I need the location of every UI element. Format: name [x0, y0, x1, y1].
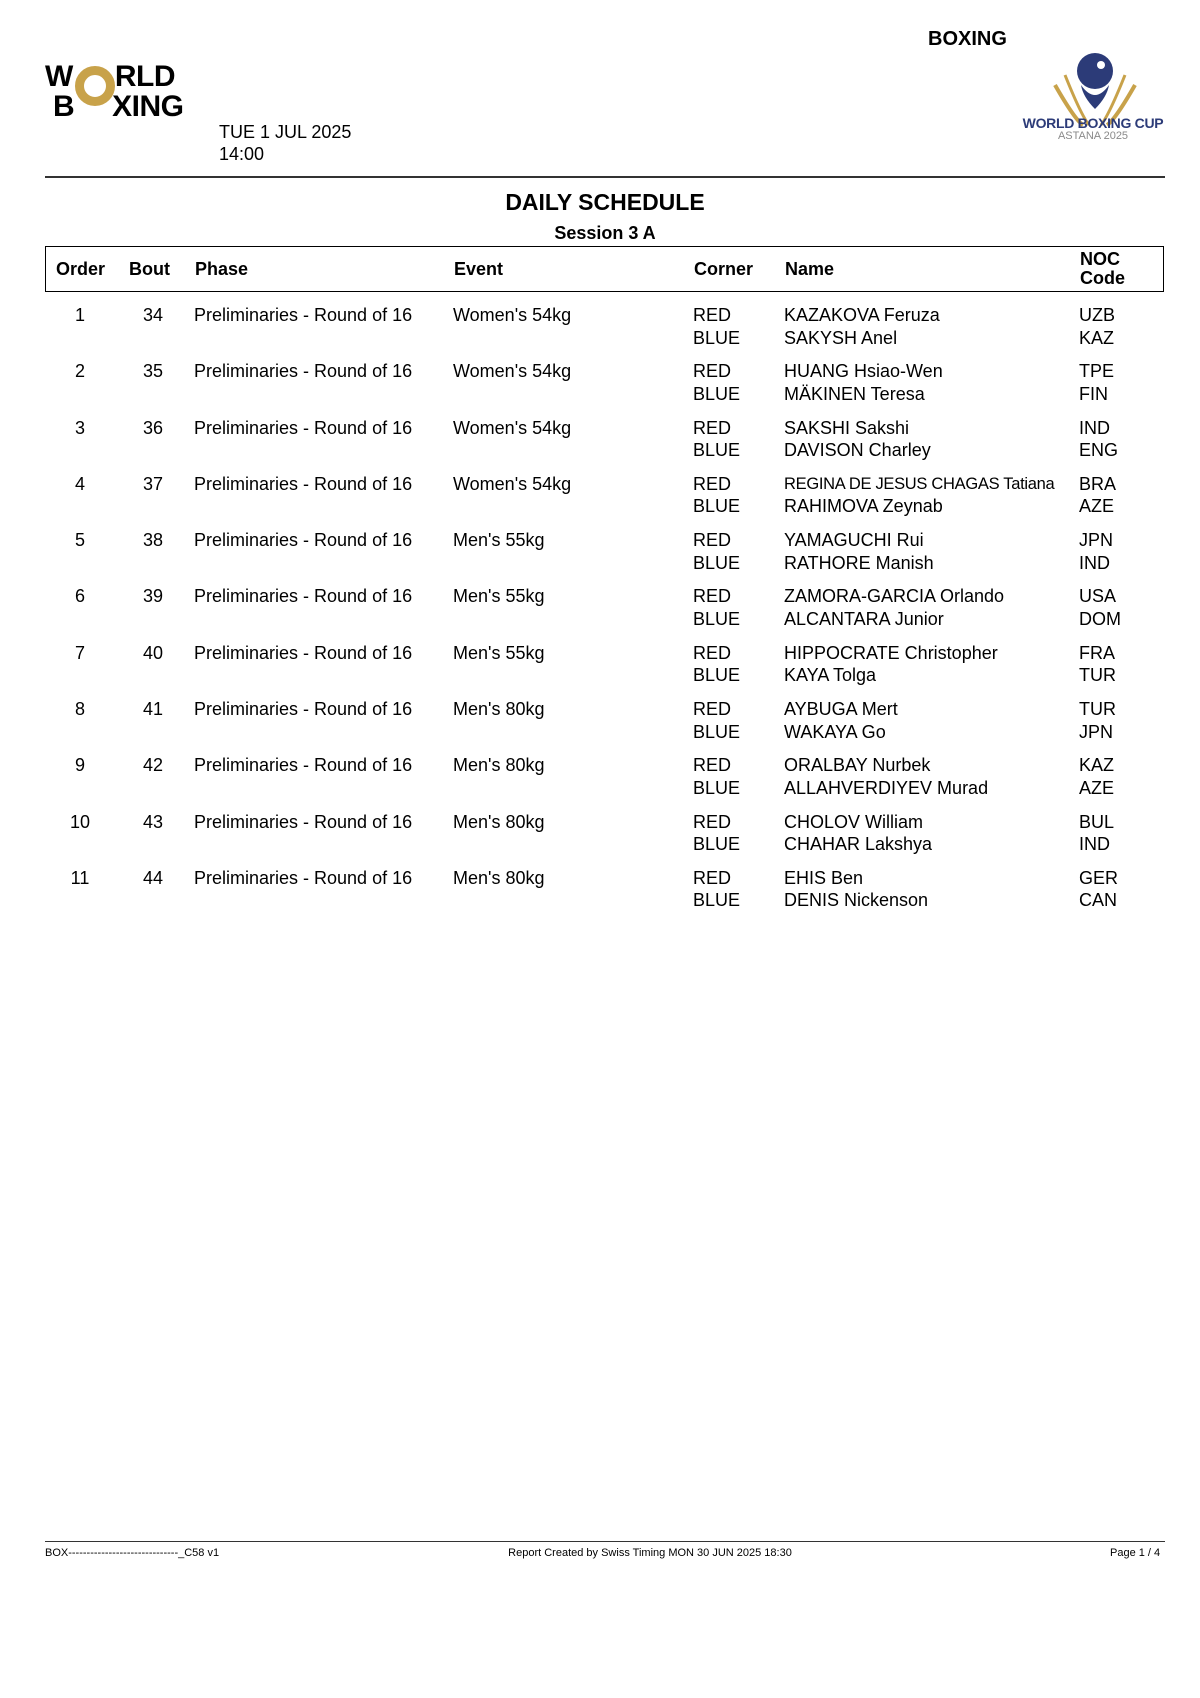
corner-cell: [693, 585, 740, 630]
corner-cell: [693, 754, 740, 799]
name-cell: [784, 529, 934, 574]
corner-red: RED: [693, 811, 732, 832]
noc-red: TPE: [1079, 361, 1115, 382]
name-cell: [784, 304, 940, 349]
order-cell: 11: [70, 867, 90, 888]
table-row: [45, 473, 1165, 529]
name-cell: [784, 811, 932, 856]
name-blue: ALCANTARA Junior: [784, 608, 944, 629]
table-row: [45, 417, 1165, 473]
noc-cell: [1079, 529, 1113, 574]
date-time-block: [219, 121, 351, 165]
table-row: [45, 867, 1165, 923]
col-header-code: Code: [1080, 268, 1125, 288]
name-blue: ALLAHVERDIYEV Murad: [784, 777, 989, 798]
noc-cell: [1079, 585, 1121, 630]
order-cell: 3: [74, 417, 85, 438]
name-cell: [784, 754, 988, 799]
order-cell: 10: [69, 811, 91, 832]
noc-blue: DOM: [1079, 608, 1121, 629]
noc-red: FRA: [1079, 642, 1115, 663]
name-red: ZAMORA-GARCIA Orlando: [784, 586, 1005, 607]
name-cell: [784, 360, 943, 405]
name-red: EHIS Ben: [784, 867, 864, 888]
bout-cell: 41: [142, 699, 164, 720]
corner-cell: [693, 417, 740, 462]
event-cell: Women's 54kg: [453, 361, 572, 382]
noc-red: IND: [1079, 417, 1110, 438]
noc-cell: [1079, 698, 1116, 743]
corner-red: RED: [693, 699, 732, 720]
name-blue: RATHORE Manish: [784, 552, 934, 573]
schedule-table-body: [45, 304, 1165, 923]
name-cell: [784, 417, 931, 462]
noc-cell: [1079, 473, 1116, 518]
col-header-noc: NOC: [1080, 249, 1120, 269]
bout-cell: 38: [142, 530, 164, 551]
name-red: KAZAKOVA Feruza: [784, 305, 940, 325]
noc-cell: [1079, 811, 1114, 856]
col-header-phase: Phase: [195, 259, 249, 279]
name-blue: DAVISON Charley: [784, 440, 931, 461]
order-cell: 7: [74, 642, 85, 663]
col-header-corner: Corner: [694, 259, 754, 279]
phase-cell: Preliminaries - Round of 16: [194, 642, 413, 663]
corner-red: RED: [693, 473, 732, 494]
schedule-date: TUE 1 JUL 2025: [219, 122, 352, 142]
event-cell: Men's 80kg: [453, 811, 545, 832]
name-cell: [784, 698, 898, 743]
corner-blue: BLUE: [693, 383, 741, 404]
noc-cell: [1079, 867, 1118, 912]
name-red: ORALBAY Nurbek: [784, 755, 931, 776]
cup-logo-title: WORLD BOXING CUP: [1022, 115, 1164, 131]
order-cell: 8: [74, 699, 85, 720]
noc-blue: KAZ: [1079, 327, 1115, 348]
name-red: HUANG Hsiao-Wen: [784, 361, 943, 382]
table-row: [45, 642, 1165, 698]
corner-blue: BLUE: [693, 665, 741, 686]
corner-red: RED: [693, 867, 732, 888]
phase-cell: Preliminaries - Round of 16: [194, 586, 413, 607]
noc-blue: CAN: [1079, 890, 1118, 911]
noc-red: JPN: [1079, 530, 1114, 551]
name-blue: RAHIMOVA Zeynab: [784, 496, 943, 517]
bout-cell: 43: [142, 811, 164, 832]
noc-blue: FIN: [1079, 383, 1108, 404]
corner-blue: BLUE: [693, 552, 741, 573]
noc-blue: IND: [1079, 834, 1110, 855]
noc-blue: TUR: [1079, 665, 1116, 686]
corner-blue: BLUE: [693, 890, 741, 911]
corner-blue: BLUE: [693, 327, 741, 348]
phase-cell: Preliminaries - Round of 16: [194, 867, 413, 888]
corner-cell: [693, 473, 740, 518]
corner-cell: [693, 698, 740, 743]
corner-red: RED: [693, 361, 732, 382]
noc-blue: JPN: [1079, 721, 1114, 742]
corner-blue: BLUE: [693, 608, 741, 629]
table-row: [45, 529, 1165, 585]
cup-logo-subtitle: ASTANA 2025: [1057, 130, 1129, 142]
event-cell: Men's 80kg: [453, 867, 545, 888]
col-header-event: Event: [454, 259, 504, 279]
order-cell: 5: [74, 530, 85, 551]
name-blue: SAKYSH Anel: [784, 327, 898, 348]
noc-cell: [1079, 417, 1118, 462]
event-cell: Women's 54kg: [453, 473, 572, 494]
logo-word-world: W RLD: [45, 60, 175, 93]
sport-label: BOXING: [928, 28, 1007, 50]
session-subtitle: Session 3 A: [554, 223, 656, 243]
event-cell: Men's 55kg: [453, 530, 545, 551]
noc-cell: [1079, 360, 1114, 405]
name-blue: DENIS Nickenson: [784, 890, 929, 911]
noc-blue: AZE: [1079, 496, 1115, 517]
noc-red: BUL: [1079, 811, 1115, 832]
order-cell: 2: [74, 361, 85, 382]
corner-cell: [693, 867, 740, 912]
noc-red: UZB: [1079, 305, 1115, 325]
bout-cell: 37: [142, 473, 164, 494]
phase-cell: Preliminaries - Round of 16: [194, 811, 413, 832]
order-cell: 9: [74, 755, 85, 776]
noc-red: USA: [1079, 586, 1117, 607]
world-boxing-logo: [45, 62, 225, 122]
phase-cell: Preliminaries - Round of 16: [194, 530, 413, 551]
noc-red: GER: [1079, 867, 1119, 888]
logo-word-boxing: B XING: [53, 90, 184, 123]
phase-cell: Preliminaries - Round of 16: [194, 473, 413, 494]
phase-cell: Preliminaries - Round of 16: [194, 305, 413, 325]
schedule-time: 14:00: [219, 144, 265, 164]
noc-red: TUR: [1079, 699, 1116, 720]
table-row: [45, 360, 1165, 416]
bout-cell: 34: [142, 305, 164, 325]
bout-cell: 35: [142, 361, 164, 382]
name-cell: [784, 642, 998, 687]
noc-cell: [1079, 754, 1114, 799]
name-red: SAKSHI Sakshi: [784, 417, 910, 438]
order-cell: 4: [74, 473, 85, 494]
corner-blue: BLUE: [693, 440, 741, 461]
event-cell: Men's 80kg: [453, 699, 545, 720]
corner-cell: [693, 642, 740, 687]
col-header-bout: Bout: [129, 259, 170, 279]
corner-blue: BLUE: [693, 721, 741, 742]
noc-cell: [1079, 304, 1115, 349]
phase-cell: Preliminaries - Round of 16: [194, 417, 413, 438]
footer-divider: [45, 1541, 1165, 1542]
event-cell: Women's 54kg: [453, 417, 572, 438]
corner-blue: BLUE: [693, 777, 741, 798]
noc-blue: IND: [1079, 552, 1110, 573]
name-cell: [784, 473, 1054, 518]
footer-report-info: Report Created by Swiss Timing MON 30 JUN 2025 18:30: [508, 1547, 792, 1559]
noc-blue: ENG: [1079, 440, 1119, 461]
col-header-order: Order: [56, 259, 106, 279]
phase-cell: Preliminaries - Round of 16: [194, 699, 413, 720]
name-cell: [784, 867, 928, 912]
name-blue: CHAHAR Lakshya: [784, 834, 933, 855]
name-blue: KAYA Tolga: [784, 665, 877, 686]
table-row: [45, 585, 1165, 641]
name-red: YAMAGUCHI Rui: [784, 530, 924, 551]
name-cell: [784, 585, 1004, 630]
corner-cell: [693, 811, 740, 856]
col-header-name: Name: [785, 259, 835, 279]
noc-red: KAZ: [1079, 755, 1115, 776]
bout-cell: 44: [142, 867, 164, 888]
footer-doc-code: BOX------------------------------_C58 v1: [45, 1547, 220, 1559]
corner-cell: [693, 360, 740, 405]
table-header: [45, 246, 1164, 292]
corner-red: RED: [693, 586, 732, 607]
name-red: CHOLOV William: [784, 811, 924, 832]
corner-red: RED: [693, 417, 732, 438]
col-header-noc-code: [1080, 250, 1125, 288]
order-cell: 1: [74, 305, 85, 325]
corner-blue: BLUE: [693, 496, 741, 517]
corner-blue: BLUE: [693, 834, 741, 855]
table-row: [45, 811, 1165, 867]
header-divider: [45, 176, 1165, 178]
bout-cell: 36: [142, 417, 164, 438]
phase-cell: Preliminaries - Round of 16: [194, 755, 413, 776]
corner-red: RED: [693, 530, 732, 551]
noc-blue: AZE: [1079, 777, 1115, 798]
phase-cell: Preliminaries - Round of 16: [194, 361, 413, 382]
event-cell: Men's 80kg: [453, 755, 545, 776]
corner-red: RED: [693, 755, 732, 776]
page-title: DAILY SCHEDULE: [505, 189, 705, 215]
corner-cell: [693, 304, 740, 349]
table-row: [45, 304, 1165, 360]
noc-red: BRA: [1079, 473, 1117, 494]
corner-red: RED: [693, 305, 732, 325]
bout-cell: 42: [142, 755, 164, 776]
order-cell: 6: [74, 586, 85, 607]
name-blue: MÄKINEN Teresa: [784, 383, 925, 404]
footer-page-number: Page 1 / 4: [1110, 1547, 1161, 1559]
event-cell: Men's 55kg: [453, 642, 545, 663]
logo-ring-icon: [75, 66, 115, 106]
noc-cell: [1079, 642, 1116, 687]
table-row: [45, 754, 1165, 810]
name-blue: WAKAYA Go: [784, 721, 886, 742]
bout-cell: 39: [142, 586, 164, 607]
name-red: REGINA DE JESUS CHAGAS Tatiana: [784, 474, 1055, 493]
event-cell: Women's 54kg: [453, 305, 572, 325]
corner-red: RED: [693, 642, 732, 663]
corner-cell: [693, 529, 740, 574]
event-cell: Men's 55kg: [453, 586, 545, 607]
name-red: AYBUGA Mert: [784, 699, 898, 720]
name-red: HIPPOCRATE Christopher: [784, 642, 998, 663]
bout-cell: 40: [142, 642, 164, 663]
table-row: [45, 698, 1165, 754]
